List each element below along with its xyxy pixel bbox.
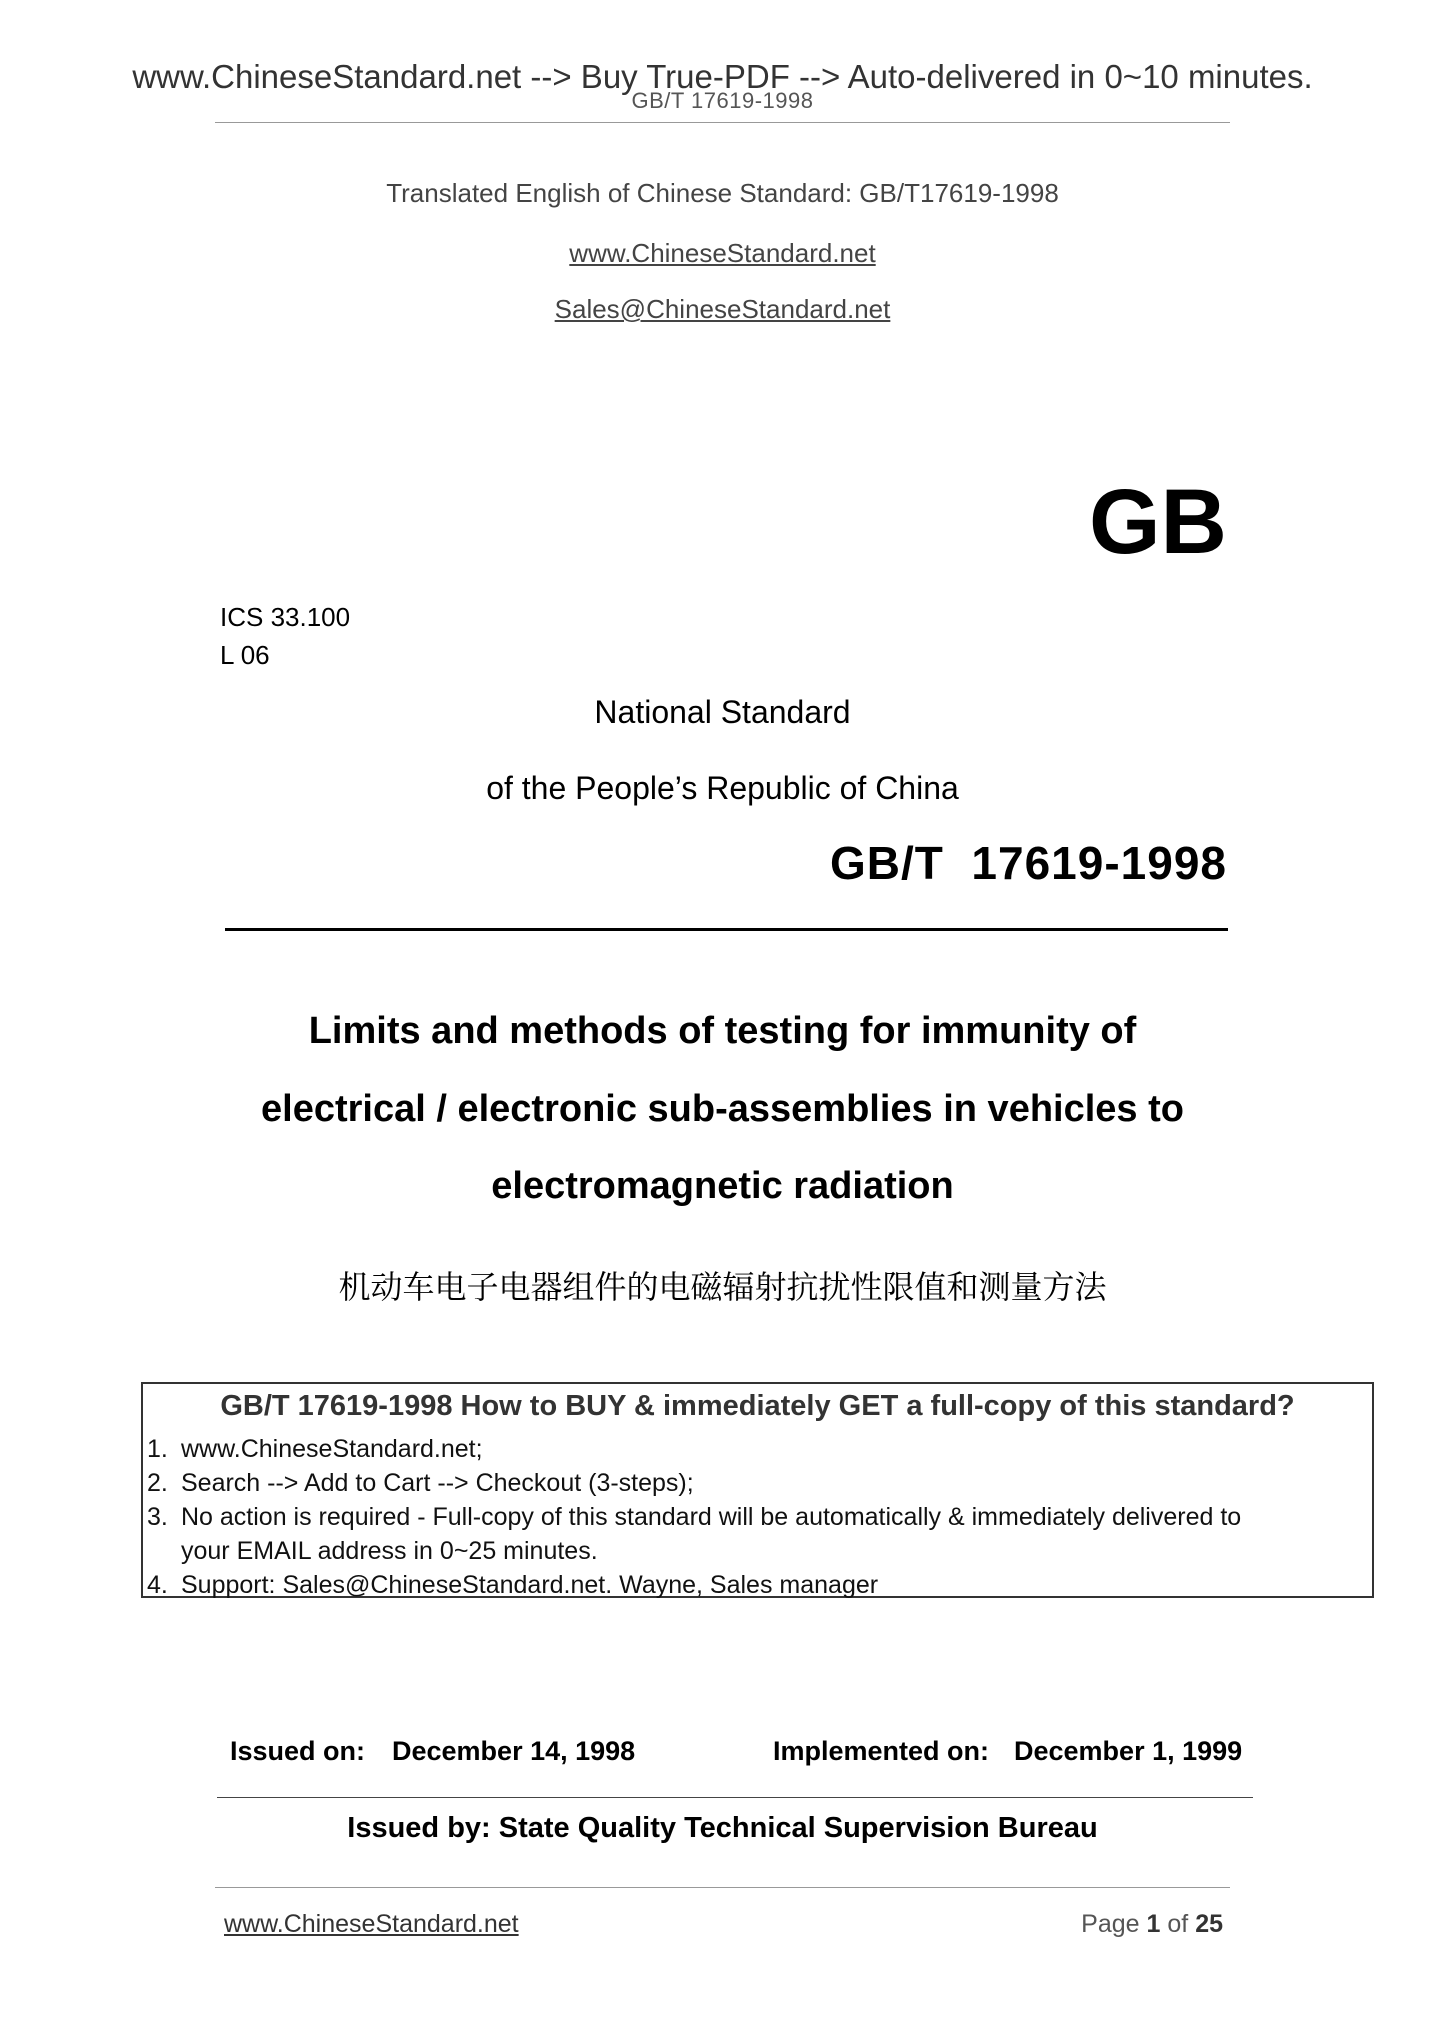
page-indicator — [1081, 1910, 1223, 1939]
page-label: Page — [1081, 1910, 1140, 1938]
title-line-1: Limits and methods of testing for immunity of — [308, 1010, 1137, 1052]
page-of: of — [1167, 1910, 1189, 1938]
issued-by: Issued by: State Quality Technical Supervision Bureau — [347, 1812, 1098, 1844]
list-item-text-continued: your EMAIL address in 0~25 minutes. — [181, 1537, 598, 1565]
list-item-text: No action is required - Full-copy of this standard will be automatically & immediately delivered to — [181, 1503, 1242, 1531]
page-current: 1 — [1146, 1910, 1161, 1938]
page-total: 25 — [1195, 1910, 1223, 1938]
ics-code: ICS 33.100 — [220, 602, 351, 632]
list-item — [143, 1568, 1241, 1602]
issued-on-label: Issued on: — [230, 1736, 366, 1766]
list-item-number: 1. — [147, 1435, 168, 1463]
list-item-number: 3. — [147, 1503, 168, 1531]
list-item-number: 4. — [147, 1571, 168, 1599]
sales-email-link[interactable]: Sales@ChineseStandard.net — [554, 294, 891, 324]
how-to-buy-list — [143, 1432, 1241, 1602]
list-item — [143, 1500, 1241, 1568]
issued-on-date: December 14, 1998 — [392, 1736, 636, 1766]
title-divider — [225, 928, 1228, 931]
national-standard-line1: National Standard — [594, 694, 851, 730]
chinese-title: 机动车电子电器组件的电磁辐射抗扰性限值和测量方法 — [338, 1268, 1107, 1306]
how-to-buy-heading: GB/T 17619-1998 How to BUY & immediately GET a full-copy of this standard? — [220, 1390, 1295, 1422]
header-divider — [215, 122, 1230, 123]
running-header: GB/T 17619-1998 — [631, 88, 814, 113]
gb-logo: GB — [1089, 471, 1227, 573]
issue-divider — [217, 1797, 1253, 1798]
purchase-banner: www.ChineseStandard.net --> Buy True-PDF --> Auto-delivered in 0~10 minutes. — [132, 58, 1313, 95]
standard-number: GB/T 17619-1998 — [829, 837, 1227, 889]
national-standard-line2: of the People’s Republic of China — [486, 770, 959, 806]
implemented-on-label: Implemented on: — [773, 1736, 990, 1766]
title-line-2: electrical / electronic sub-assemblies in vehicles to — [261, 1088, 1184, 1130]
list-item-text[interactable]: www.ChineseStandard.net; — [181, 1435, 483, 1463]
footer-website-link[interactable]: www.ChineseStandard.net — [224, 1910, 519, 1938]
title-line-3: electromagnetic radiation — [491, 1165, 954, 1207]
list-item-text: Search --> Add to Cart --> Checkout (3-steps); — [181, 1469, 694, 1497]
list-item — [143, 1432, 1241, 1466]
how-to-buy-box — [141, 1382, 1374, 1598]
classification-code: L 06 — [220, 640, 270, 670]
translated-note: Translated English of Chinese Standard: GB/T17619-1998 — [386, 178, 1059, 208]
footer-divider — [215, 1887, 1230, 1888]
list-item — [143, 1466, 1241, 1500]
implemented-on-date: December 1, 1999 — [1014, 1736, 1243, 1766]
website-link[interactable]: www.ChineseStandard.net — [569, 238, 876, 268]
list-item-number: 2. — [147, 1469, 168, 1497]
list-item-text: Support: Sales@ChineseStandard.net. Wayne, Sales manager — [181, 1571, 879, 1599]
